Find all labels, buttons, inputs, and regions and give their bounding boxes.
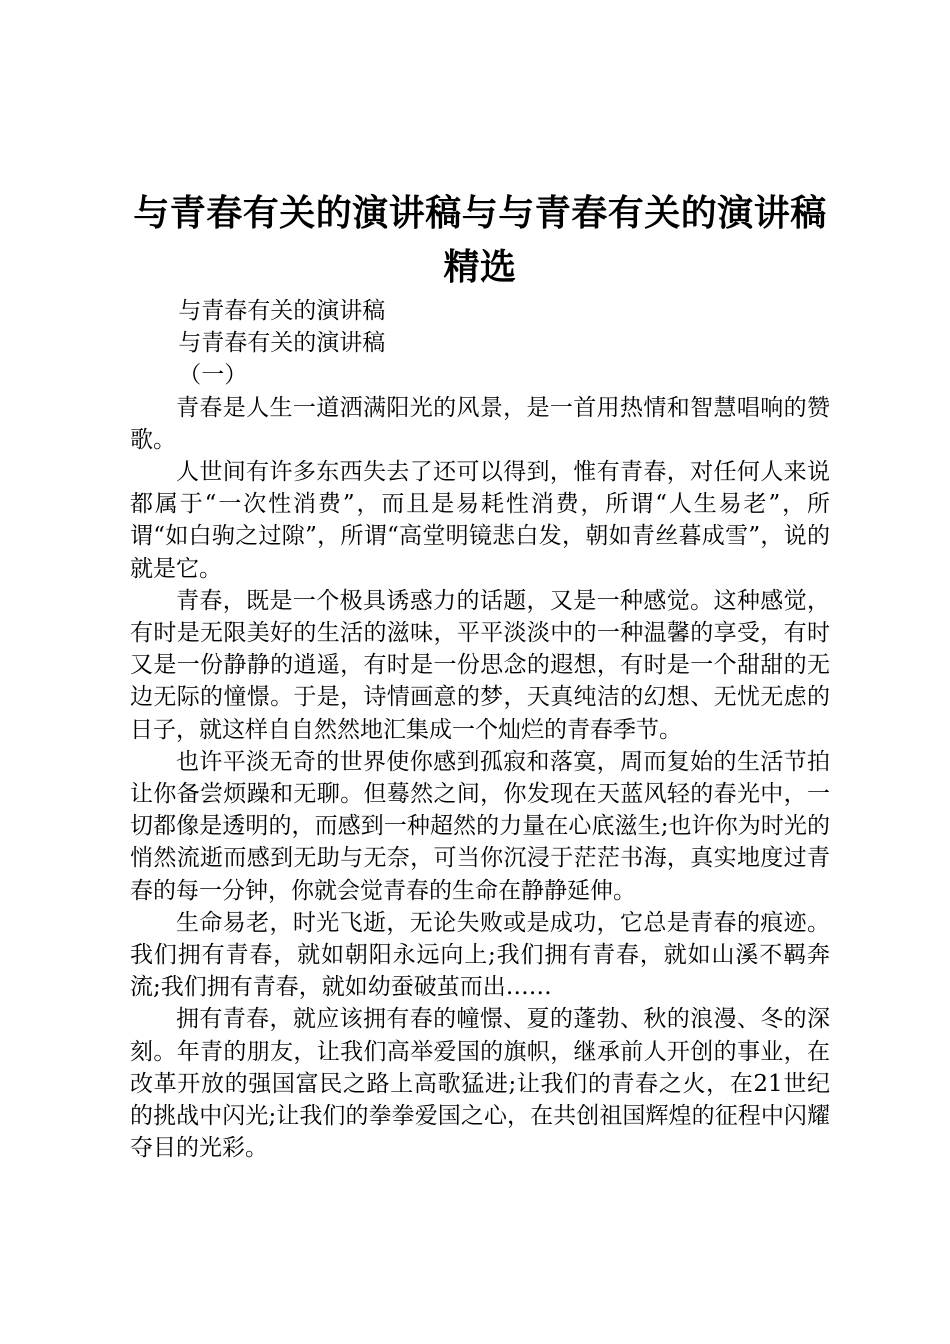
section-marker: （一） [178,362,248,389]
paragraph: 拥有青春，就应该拥有春的幢憬、夏的蓬勃、秋的浪漫、冬的深刻。年青的朋友，让我们高举爱国的旗帜，继承前人开创的事业，在改革开放的强国富民之路上高歌猛进;让我们的青春之火，在21世纪的挑战中闪光;让我们的拳拳爱国之心，在共创祖国辉煌的征程中闪耀夺目的光彩。 [130,1006,830,1162]
subtitle-line-2: 与青春有关的演讲稿 [178,330,386,357]
paragraph: 人世间有许多东西失去了还可以得到，惟有青春，对任何人来说都属于“一次性消费”，而且是易耗性消费，所谓“人生易老”，所谓“如白驹之过隙”，所谓“高堂明镜悲白发，朝如青丝暮成雪”，说的就是它。 [130,459,830,582]
paragraph: 青春，既是一个极具诱惑力的话题，又是一种感觉。这种感觉，有时是无限美好的生活的滋味，平平淡淡中的一种温馨的享受，有时又是一份静静的逍遥，有时是一份思念的遐想，有时是一个甜甜的无边无际的憧憬。于是，诗情画意的梦，天真纯洁的幻想、无忧无虑的日子，就这样自自然然地汇集成一个灿烂的青春季节。 [130,587,830,743]
document-title: 与青春有关的演讲稿与与青春有关的演讲稿精选 [133,192,827,288]
paragraph: 青春是人生一道洒满阳光的风景，是一首用热情和智慧唱响的赞歌。 [130,394,830,453]
paragraph: 生命易老，时光飞逝，无论失败或是成功，它总是青春的痕迹。我们拥有青春，就如朝阳永远向上;我们拥有青春，就如山溪不羁奔流;我们拥有青春，就如幼蚕破茧而出…… [130,909,830,1001]
subtitle-line-1: 与青春有关的演讲稿 [178,298,386,324]
paragraph: 也许平淡无奇的世界使你感到孤寂和落寞，周而复始的生活节拍让你备尝烦躁和无聊。但蓦然之间，你发现在天蓝风轻的春光中，一切都像是透明的，而感到一种超然的力量在心底滋生;也许你为时光的悄然流逝而感到无助与无奈，可当你沉浸于茫茫书海，真实地度过青春的每一分钟，你就会觉青春的生命在静静延伸。 [130,748,830,904]
document-body [130,295,830,1164]
